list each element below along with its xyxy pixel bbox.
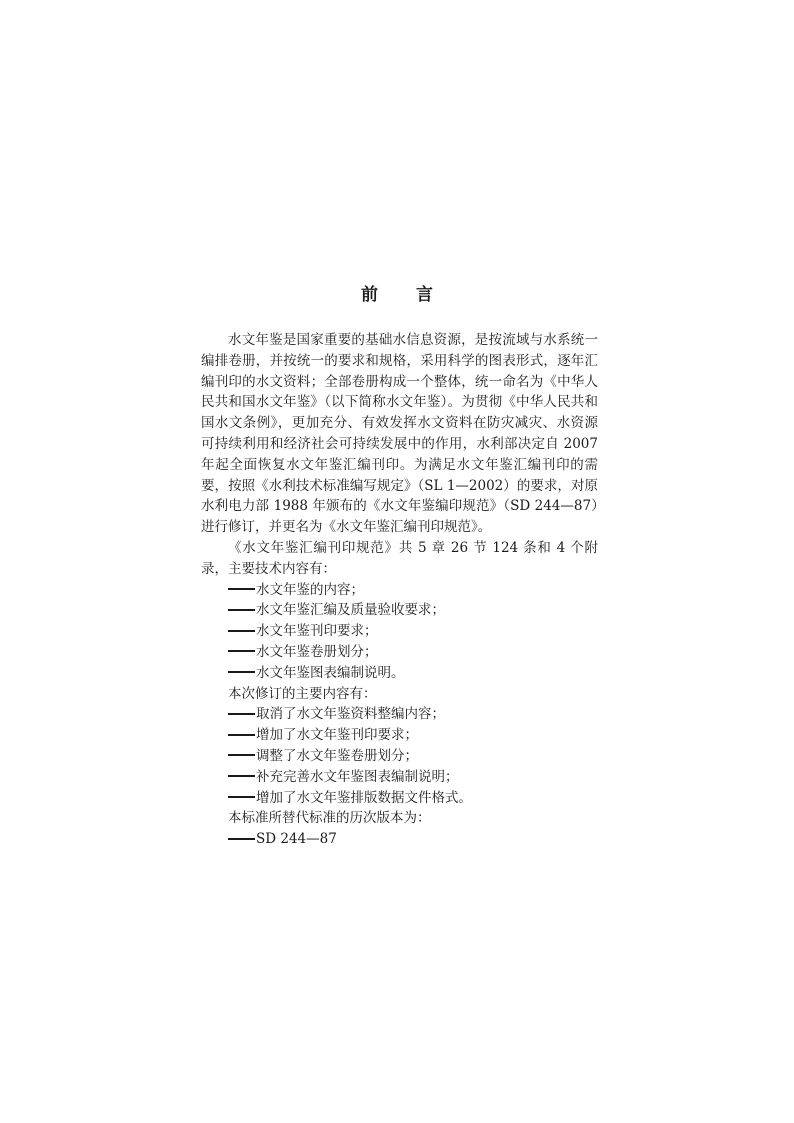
list-item-text: 水文年鉴卷册划分； — [256, 643, 378, 660]
dash-mark — [228, 775, 255, 777]
title-char-1: 前 — [361, 285, 378, 305]
list-item — [201, 621, 598, 642]
dash-mark — [228, 796, 255, 798]
revision-contents-list — [201, 704, 598, 808]
list-item-text: 增加了水文年鉴排版数据文件格式。 — [256, 789, 472, 806]
list-item — [201, 642, 598, 663]
dash-mark — [228, 609, 255, 611]
list-item-text: 取消了水文年鉴资料整编内容； — [256, 706, 445, 723]
history-versions-list — [201, 829, 598, 850]
list-item-text: 水文年鉴图表编制说明。 — [256, 664, 405, 681]
list-item-text: SD 244—87 — [256, 831, 337, 848]
list-item — [201, 829, 598, 850]
dash-mark — [228, 671, 255, 673]
list-item — [201, 663, 598, 684]
list-item-text: 增加了水文年鉴刊印要求； — [256, 727, 418, 744]
page-title — [0, 280, 794, 305]
dash-mark — [228, 713, 255, 715]
dash-mark — [228, 630, 255, 632]
revision-heading: 本次修订的主要内容有： — [228, 685, 377, 702]
list-item-text: 补充完善水文年鉴图表编制说明； — [256, 768, 459, 785]
structure-paragraph: 《水文年鉴汇编刊印规范》共 5 章 26 节 124 条和 4 个附录，主要技术内容有： — [201, 539, 598, 577]
list-item-text: 水文年鉴汇编及质量验收要求； — [256, 602, 445, 619]
list-item-text: 水文年鉴的内容； — [256, 581, 364, 598]
dash-mark — [228, 838, 255, 840]
list-item — [201, 600, 598, 621]
dash-mark — [228, 734, 255, 736]
list-item — [201, 788, 598, 809]
list-item — [201, 725, 598, 746]
list-item — [201, 704, 598, 725]
list-item — [201, 746, 598, 767]
dash-mark — [228, 754, 255, 756]
history-heading: 本标准所替代标准的历次版本为： — [228, 810, 431, 827]
document-body — [201, 330, 598, 850]
title-char-2: 言 — [416, 285, 433, 305]
intro-paragraph: 水文年鉴是国家重要的基础水信息资源，是按流域与水系统一编排卷册，并按统一的要求和规格，采用科学的图表形式，逐年汇编刊印的水文资料；全部卷册构成一个整体，统一命名为《中华人民共和国水文年鉴》（以下简称水文年鉴）。为贯彻《中华人民共和国水文条例》，更加充分、有效发挥水文资料在防灾减灾、水资源可持续利用和经济社会可持续发展中的作用，水利部决定自 2007 年起全面恢复水文年鉴汇编刊印。为满足水文年鉴汇编刊印的需要，按照《水利技术标准编写规定》（SL 1—2002）的要求，对原水利电力部 1988 年颁布的《水文年鉴编印规范》（SD 244—87）进行修订，并更名为《水文年鉴汇编刊印规范》。 — [201, 332, 598, 536]
dash-mark — [228, 588, 255, 590]
main-contents-list — [201, 580, 598, 684]
list-item-text: 调整了水文年鉴卷册划分； — [256, 747, 418, 764]
dash-mark — [228, 650, 255, 652]
list-item — [201, 767, 598, 788]
list-item-text: 水文年鉴刊印要求； — [256, 623, 378, 640]
list-item — [201, 580, 598, 601]
